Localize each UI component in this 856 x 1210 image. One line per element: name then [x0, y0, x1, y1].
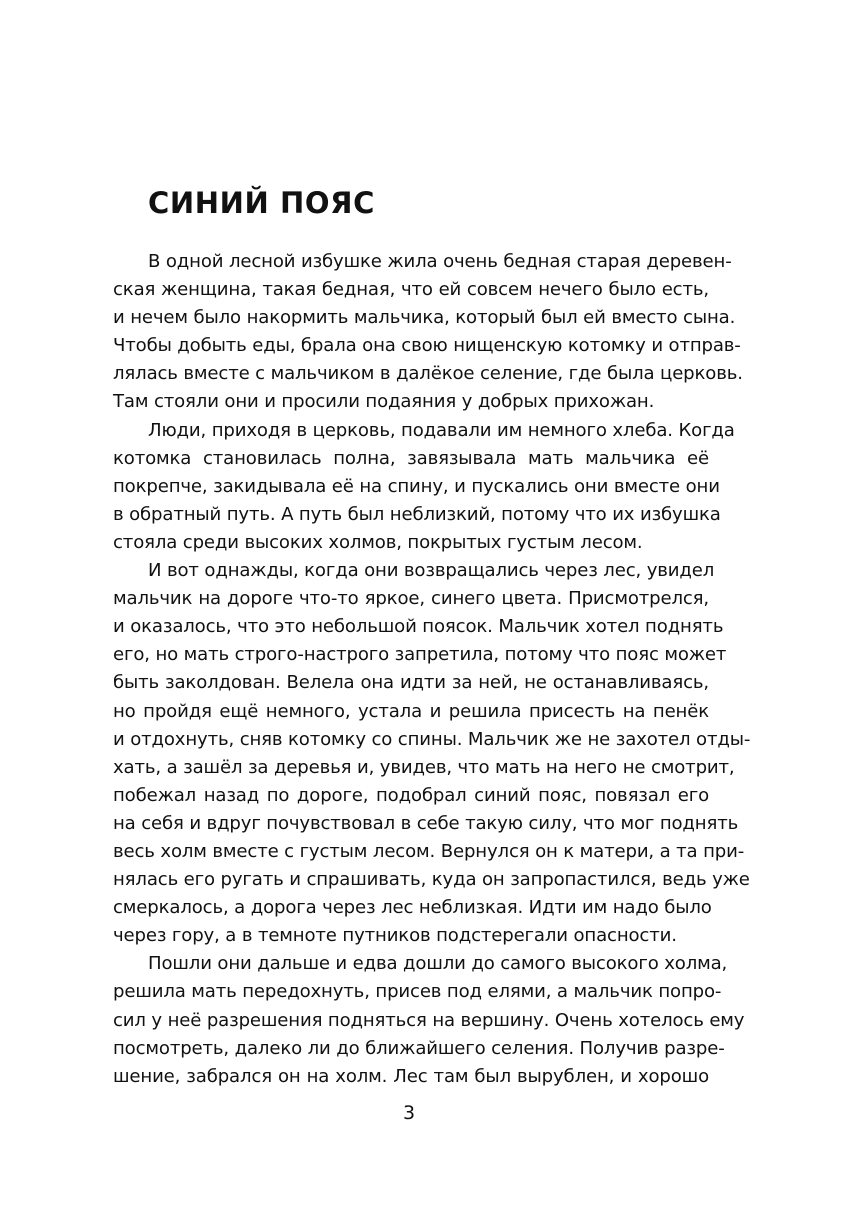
body-text [113, 248, 751, 1091]
text-line: Пошли они дальше и едва дошли до самого высокого холма, [148, 953, 728, 975]
text-line: нялась его ругать и спрашивать, куда он запропастился, ведь уже [113, 869, 750, 891]
text-line: побежал назад по дороге, подобрал синий пояс, повязал его [113, 784, 709, 806]
text-line: на себя и вдруг почувствовал в себе такую силу, что мог поднять [113, 812, 739, 834]
text-line: лялась вместе с мальчиком в далёкое селение, где была церковь. [113, 363, 743, 385]
text-line: быть заколдован. Велела она идти за ней, не останавливаясь, [113, 672, 709, 694]
text-line: хать, а зашёл за деревья и, увидев, что мать на него не смотрит, [113, 756, 735, 778]
text-line: шение, забрался он на холм. Лес там был вырублен, и хорошо [113, 1065, 709, 1087]
text-line: решила мать передохнуть, присев под елями, а мальчик попро- [113, 981, 722, 1003]
text-line: покрепче, закидывала её на спину, и пускались они вместе они [113, 475, 720, 497]
text-line: весь холм вместе с густым лесом. Вернулся он к матери, а та при- [113, 840, 745, 862]
text-line: но пройдя ещё немного, устала и решила присесть на пенёк [113, 700, 709, 722]
text-line: и отдохнуть, сняв котомку со спины. Мальчик же не захотел отды- [113, 728, 751, 750]
text-line: Чтобы добыть еды, брала она свою нищенскую котомку и отправ- [113, 335, 741, 357]
text-line: И вот однажды, когда они возвращались через лес, увидел [148, 560, 715, 582]
chapter-title: СИНИЙ ПОЯС [148, 186, 375, 220]
text-line: Там стояли они и просили подаяния у добрых прихожан. [113, 391, 655, 413]
text-line: и оказалось, что это небольшой поясок. Мальчик хотел поднять [113, 616, 724, 638]
text-line: стояла среди высоких холмов, покрытых густым лесом. [113, 531, 643, 553]
text-line: и нечем было накормить мальчика, который был ей вместо сына. [113, 307, 736, 329]
text-line: Люди, приходя в церковь, подавали им немного хлеба. Когда [148, 419, 735, 441]
text-line: В одной лесной избушке жила очень бедная старая деревен- [148, 251, 732, 272]
text-line: сил у неё разрешения подняться на вершину. Очень хотелось ему [113, 1009, 745, 1031]
text-line: в обратный путь. А путь был неблизкий, потому что их избушка [113, 503, 721, 525]
text-line: посмотреть, далеко ли до ближайшего селения. Получив разре- [113, 1037, 725, 1059]
text-line: через гору, а в темноте путников подстерегали опасности. [113, 925, 677, 947]
text-line: смеркалось, а дорога через лес неблизкая. Идти им надо было [113, 897, 712, 919]
text-line: котомка становилась полна, завязывала мать мальчика её [113, 447, 709, 469]
text-line: мальчик на дороге что-то яркое, синего цвета. Присмотрелся, [113, 588, 709, 610]
page-number: 3 [402, 1102, 416, 1124]
text-line: его, но мать строго-настрого запретила, потому что пояс может [113, 644, 727, 666]
text-line: ская женщина, такая бедная, что ей совсем нечего было есть, [113, 279, 709, 301]
